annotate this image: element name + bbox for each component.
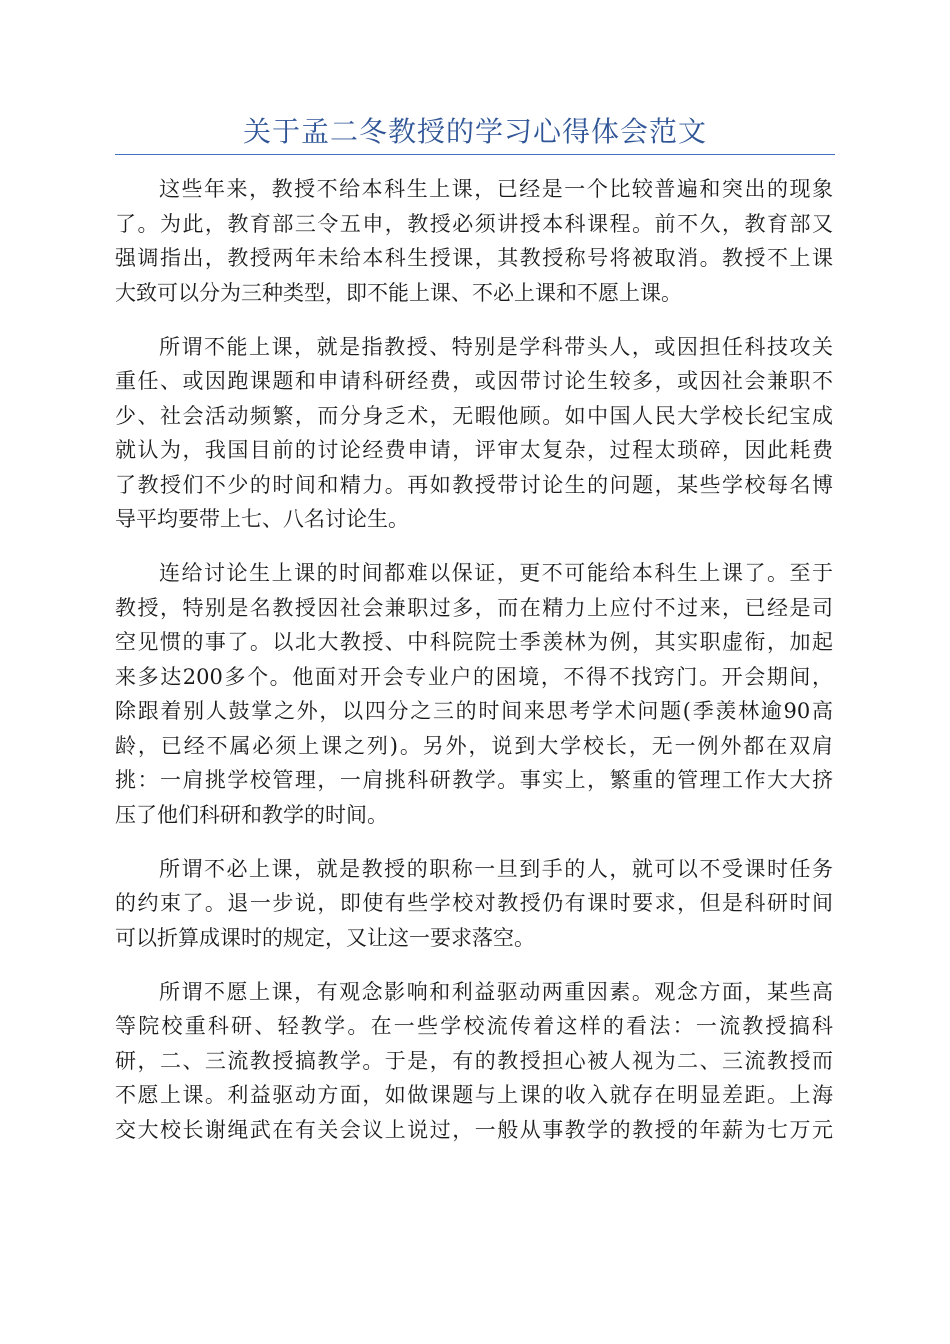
text-line: 空见惯的事了。以北大教授、中科院院士季羡林为例，其实职虚衔，加起 xyxy=(115,630,833,654)
text-line: 少、社会活动频繁，而分身乏术，无暇他顾。如中国人民大学校长纪宝成 xyxy=(115,403,833,428)
paragraph-1 xyxy=(115,172,833,310)
text-line: 了教授们不少的时间和精力。再如教授带讨论生的问题，某些学校每名博 xyxy=(115,472,833,497)
text-line: 大致可以分为三种类型，即不能上课、不必上课和不愿上课。 xyxy=(115,280,682,305)
text-line: 所谓不愿上课，有观念影响和利益驱动两重因素。观念方面，某些高 xyxy=(159,979,833,1004)
text-line: 就认为，我国目前的讨论经费申请，评审太复杂，过程太琐碎，因此耗费 xyxy=(115,438,833,462)
text-line: 研，二、三流教授搞教学。于是，有的教授担心被人视为二、三流教授而 xyxy=(115,1048,833,1073)
text-line: 强调指出，教授两年未给本科生授课，其教授称号将被取消。教授不上课 xyxy=(115,246,833,270)
text-line: 等院校重科研、轻教学。在一些学校流传着这样的看法：一流教授搞科 xyxy=(115,1014,833,1038)
paragraph-4 xyxy=(115,852,833,956)
text-line: 所谓不必上课，就是教授的职称一旦到手的人，就可以不受课时任务 xyxy=(159,856,833,881)
text-line: 可以折算成课时的规定，又让这一要求落空。 xyxy=(115,925,535,950)
text-line: 重任、或因跑课题和申请科研经费，或因带讨论生较多，或因社会兼职不 xyxy=(115,369,833,393)
text-line: 了。为此，教育部三令五申，教授必须讲授本科课程。前不久，教育部又 xyxy=(115,211,833,236)
text-line: 来多达200多个。他面对开会专业户的困境，不得不找窍门。开会期间， xyxy=(115,664,833,689)
text-line: 除跟着别人鼓掌之外，以四分之三的时间来思考学术问题(季羡林逾90高 xyxy=(115,699,833,723)
paragraph-5 xyxy=(115,975,833,1148)
text-line: 不愿上课。利益驱动方面，如做课题与上课的收入就存在明显差距。上海 xyxy=(115,1083,833,1107)
document-body xyxy=(115,172,833,1167)
document-title: 关于孟二冬教授的学习心得体会范文 xyxy=(242,115,707,148)
text-line: 挑：一肩挑学校管理，一肩挑科研教学。事实上，繁重的管理工作大大挤 xyxy=(115,768,833,792)
paragraph-2 xyxy=(115,330,833,537)
text-line: 导平均要带上七、八名讨论生。 xyxy=(115,507,409,531)
text-line: 压了他们科研和教学的时间。 xyxy=(115,802,388,827)
title-underline xyxy=(115,154,835,155)
text-line: 的约束了。退一步说，即使有些学校对教授仍有课时要求，但是科研时间 xyxy=(115,891,833,915)
text-line: 交大校长谢绳武在有关会议上说过，一般从事教学的教授的年薪为七万元 xyxy=(115,1117,833,1142)
text-line: 连给讨论生上课的时间都难以保证，更不可能给本科生上课了。至于 xyxy=(159,561,833,585)
text-line: 龄，已经不属必须上课之列)。另外，说到大学校长，无一例外都在双肩 xyxy=(115,733,833,758)
text-line: 所谓不能上课，就是指教授、特别是学科带头人，或因担任科技攻关 xyxy=(159,334,833,359)
text-line: 这些年来，教授不给本科生上课，已经是一个比较普遍和突出的现象 xyxy=(159,177,833,201)
paragraph-3 xyxy=(115,556,833,832)
text-line: 教授，特别是名教授因社会兼职过多，而在精力上应付不过来，已经是司 xyxy=(115,595,833,620)
